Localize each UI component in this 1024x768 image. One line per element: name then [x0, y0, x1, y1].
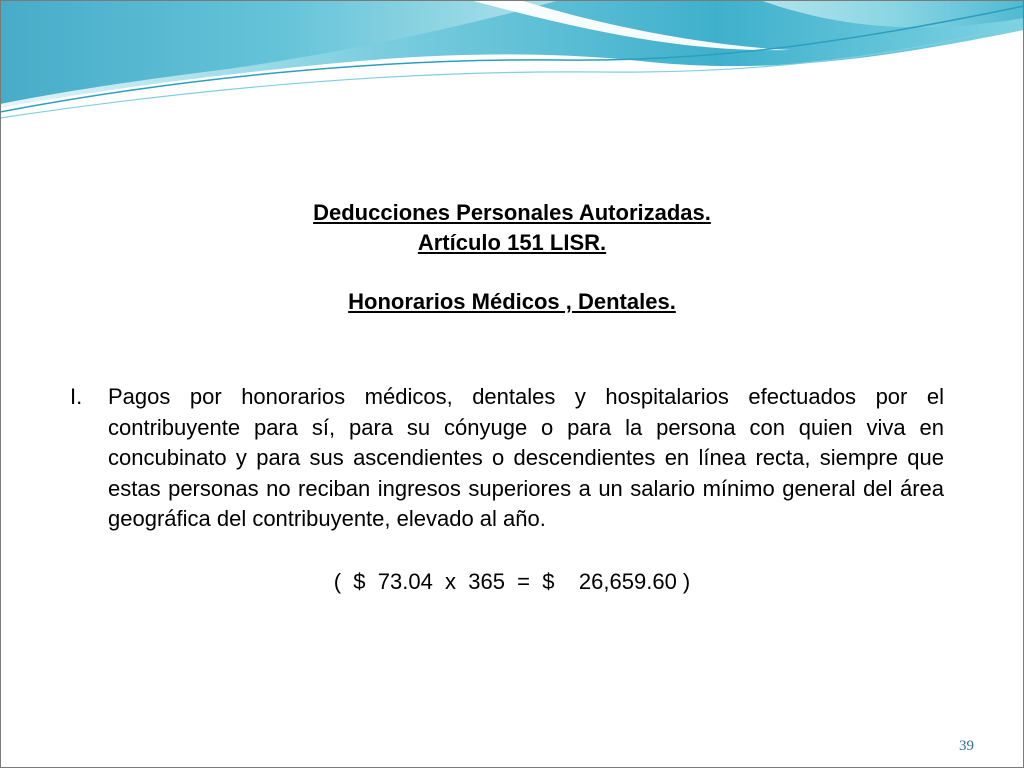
calculation-formula: ( $ 73.04 x 365 = $ 26,659.60 )	[333, 569, 691, 594]
slide-subtitle: Honorarios Médicos , Dentales.	[348, 289, 676, 314]
page-number: 39	[959, 738, 974, 754]
article-reference: Artículo 151 LISR.	[417, 230, 607, 255]
list-item-text: Pagos por honorarios médicos, dentales y hospitalarios efectuados por el contribuyente para sí, para su cónyuge o para la persona con quien viva en concubinato y para sus ascendientes o descendientes en línea recta, siempre que estas personas no reciban ingresos superiores a un salario mínimo general del área geográfica del contribuyente, elevado al año.	[108, 384, 944, 531]
wave-header-decoration	[0, 0, 1024, 130]
list-item	[70, 382, 944, 535]
title-block	[0, 198, 1024, 258]
slide-title: Deducciones Personales Autorizadas.	[313, 200, 711, 225]
list-item-number: I.	[70, 384, 83, 409]
subtitle-block	[0, 287, 1024, 317]
